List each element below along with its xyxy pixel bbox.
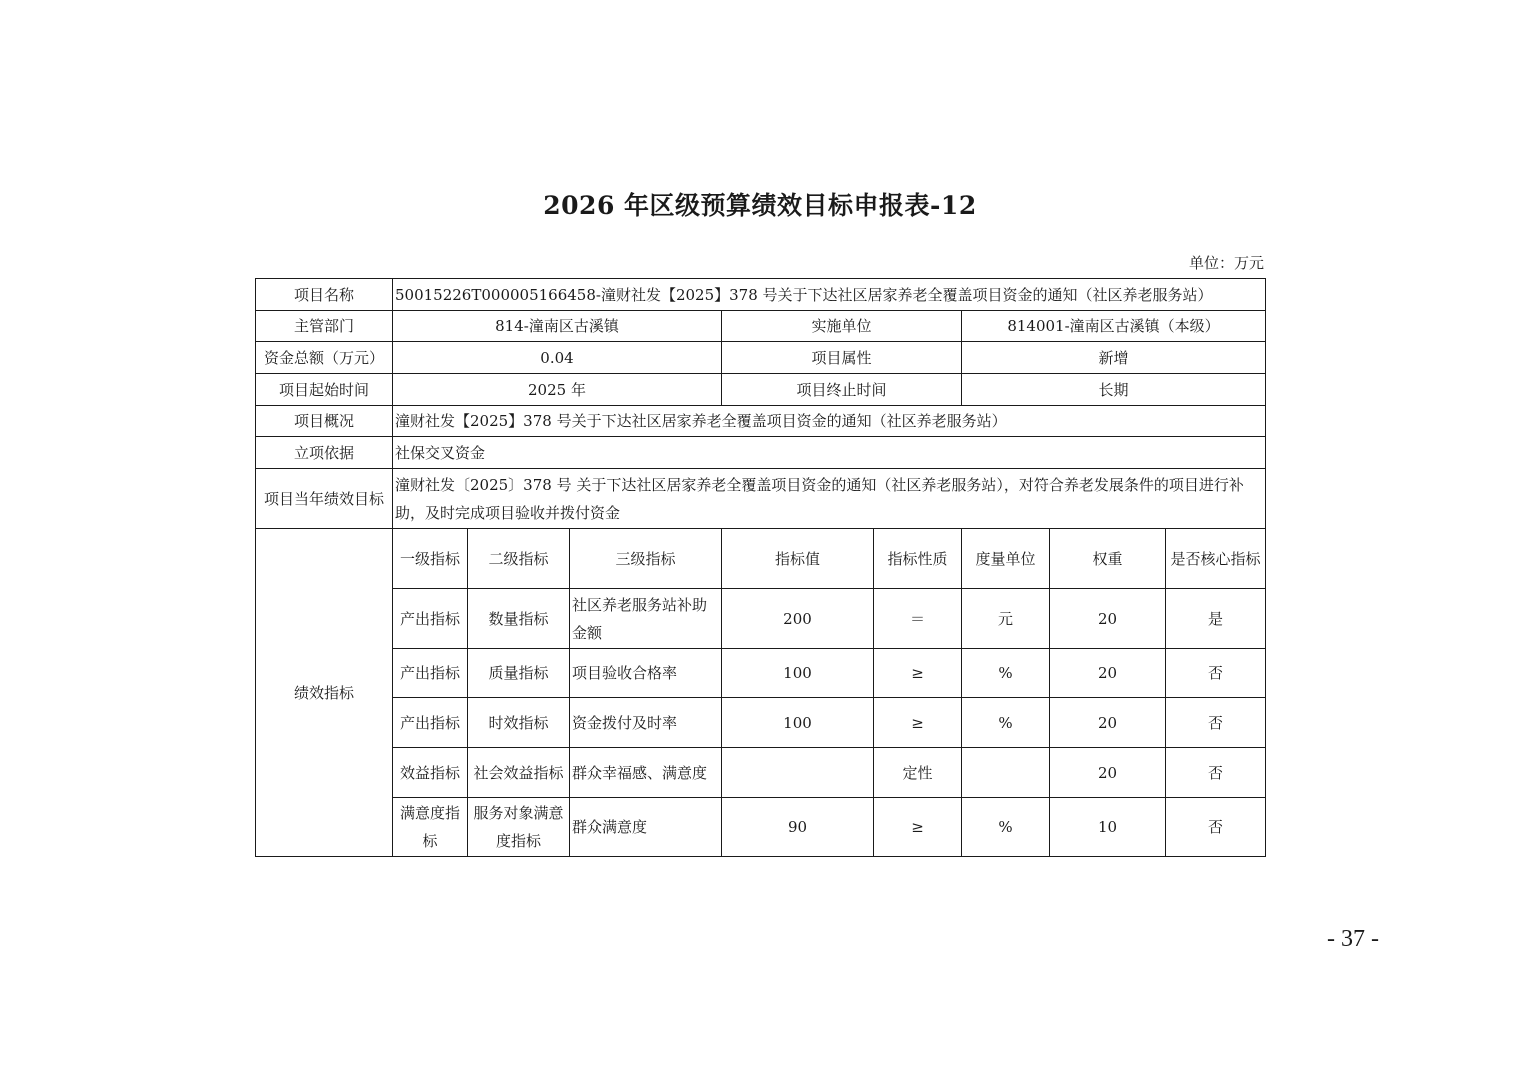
cell-core: 否 bbox=[1166, 649, 1266, 698]
page-number: - 37 - bbox=[1327, 926, 1379, 952]
overview-value: 潼财社发【2025】378 号关于下达社区居家养老全覆盖项目资金的通知（社区养老服务站） bbox=[393, 406, 1266, 437]
cell-value: 90 bbox=[722, 798, 874, 857]
end-value: 长期 bbox=[962, 374, 1266, 406]
header-core: 是否核心指标 bbox=[1166, 529, 1266, 589]
table-row bbox=[256, 698, 1266, 748]
cell-core: 是 bbox=[1166, 589, 1266, 649]
table-row bbox=[256, 589, 1266, 649]
cell-core: 否 bbox=[1166, 698, 1266, 748]
cell-level3: 社区养老服务站补助金额 bbox=[570, 589, 722, 649]
cell-value: 200 bbox=[722, 589, 874, 649]
cell-nature: ≥ bbox=[874, 649, 962, 698]
project-name-label: 项目名称 bbox=[256, 279, 393, 311]
cell-weight: 20 bbox=[1050, 649, 1166, 698]
cell-level1: 满意度指标 bbox=[393, 798, 468, 857]
header-unit: 度量单位 bbox=[962, 529, 1050, 589]
funds-value: 0.04 bbox=[393, 342, 722, 374]
cell-unit: % bbox=[962, 698, 1050, 748]
goal-label: 项目当年绩效目标 bbox=[256, 469, 393, 529]
cell-level3: 群众幸福感、满意度 bbox=[570, 748, 722, 798]
impl-label: 实施单位 bbox=[722, 311, 962, 342]
start-value: 2025 年 bbox=[393, 374, 722, 406]
start-label: 项目起始时间 bbox=[256, 374, 393, 406]
cell-level1: 产出指标 bbox=[393, 649, 468, 698]
basis-label: 立项依据 bbox=[256, 437, 393, 469]
cell-level1: 效益指标 bbox=[393, 748, 468, 798]
header-nature: 指标性质 bbox=[874, 529, 962, 589]
cell-level2: 服务对象满意度指标 bbox=[468, 798, 570, 857]
project-name-value: 50015226T000005166458-潼财社发【2025】378 号关于下达社区居家养老全覆盖项目资金的通知（社区养老服务站） bbox=[393, 279, 1266, 311]
cell-nature: 定性 bbox=[874, 748, 962, 798]
cell-unit: 元 bbox=[962, 589, 1050, 649]
cell-value bbox=[722, 748, 874, 798]
basis-value: 社保交叉资金 bbox=[393, 437, 1266, 469]
cell-level3: 项目验收合格率 bbox=[570, 649, 722, 698]
cell-level1: 产出指标 bbox=[393, 589, 468, 649]
header-level1: 一级指标 bbox=[393, 529, 468, 589]
impl-value: 814001-潼南区古溪镇（本级） bbox=[962, 311, 1266, 342]
attr-label: 项目属性 bbox=[722, 342, 962, 374]
cell-level3: 资金拨付及时率 bbox=[570, 698, 722, 748]
cell-core: 否 bbox=[1166, 798, 1266, 857]
performance-target-table bbox=[255, 278, 1266, 857]
dept-label: 主管部门 bbox=[256, 311, 393, 342]
page-title: 2026 年区级预算绩效目标申报表-12 bbox=[543, 191, 977, 220]
table-row bbox=[256, 649, 1266, 698]
header-value: 指标值 bbox=[722, 529, 874, 589]
cell-nature: ≥ bbox=[874, 698, 962, 748]
end-label: 项目终止时间 bbox=[722, 374, 962, 406]
cell-value: 100 bbox=[722, 649, 874, 698]
funds-label: 资金总额（万元） bbox=[256, 342, 393, 374]
cell-level3: 群众满意度 bbox=[570, 798, 722, 857]
cell-value: 100 bbox=[722, 698, 874, 748]
table-row bbox=[256, 748, 1266, 798]
attr-value: 新增 bbox=[962, 342, 1266, 374]
cell-level2: 数量指标 bbox=[468, 589, 570, 649]
cell-level2: 时效指标 bbox=[468, 698, 570, 748]
header-level2: 二级指标 bbox=[468, 529, 570, 589]
dept-value: 814-潼南区古溪镇 bbox=[393, 311, 722, 342]
cell-weight: 20 bbox=[1050, 748, 1166, 798]
overview-label: 项目概况 bbox=[256, 406, 393, 437]
header-level3: 三级指标 bbox=[570, 529, 722, 589]
goal-value: 潼财社发〔2025〕378 号 关于下达社区居家养老全覆盖项目资金的通知（社区养老服务站），对符合养老发展条件的项目进行补助，及时完成项目验收并拨付资金 bbox=[393, 469, 1266, 529]
header-weight: 权重 bbox=[1050, 529, 1166, 589]
cell-nature: ＝ bbox=[874, 589, 962, 649]
indicators-label: 绩效指标 bbox=[256, 529, 393, 857]
cell-core: 否 bbox=[1166, 748, 1266, 798]
table-row bbox=[256, 798, 1266, 857]
cell-unit bbox=[962, 748, 1050, 798]
cell-unit: % bbox=[962, 649, 1050, 698]
cell-nature: ≥ bbox=[874, 798, 962, 857]
cell-unit: % bbox=[962, 798, 1050, 857]
cell-weight: 20 bbox=[1050, 589, 1166, 649]
cell-level2: 质量指标 bbox=[468, 649, 570, 698]
cell-level2: 社会效益指标 bbox=[468, 748, 570, 798]
unit-label: 单位：万元 bbox=[1188, 254, 1264, 272]
cell-level1: 产出指标 bbox=[393, 698, 468, 748]
cell-weight: 10 bbox=[1050, 798, 1166, 857]
cell-weight: 20 bbox=[1050, 698, 1166, 748]
